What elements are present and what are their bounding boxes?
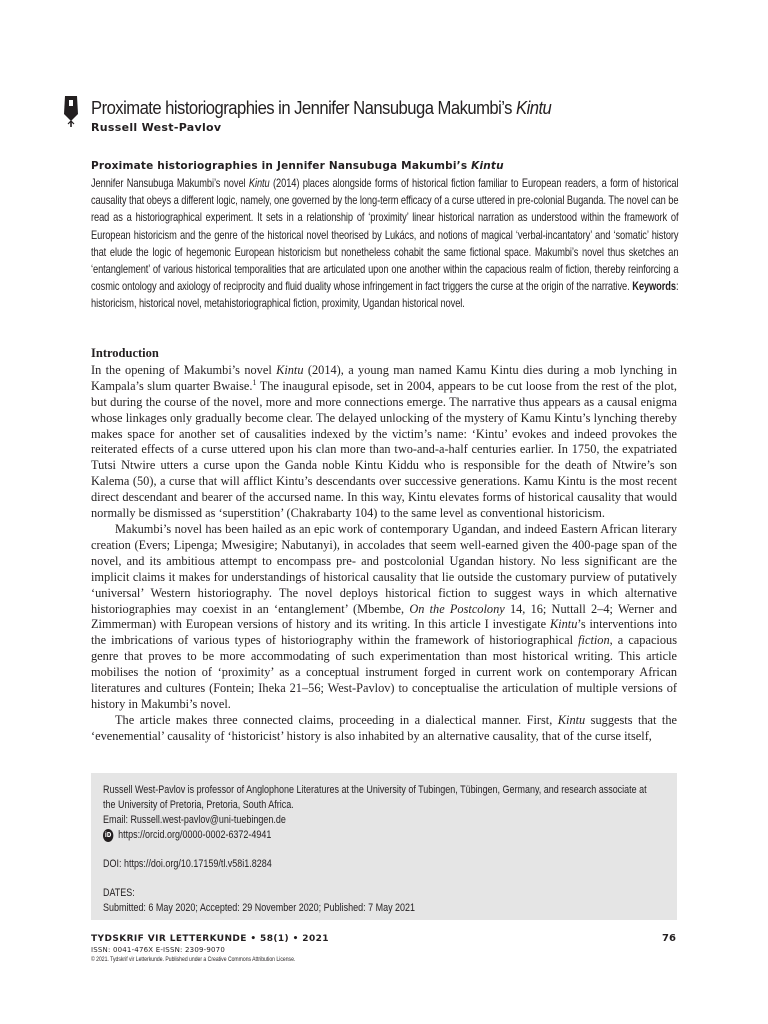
- page-number: 76: [662, 933, 676, 944]
- footer-journal-name: TYDSKRIF VIR LETTERKUNDE • 58(1) • 2021: [91, 934, 329, 944]
- publication-dates: Submitted: 6 May 2020; Accepted: 29 November 2020; Published: 7 May 2021: [103, 902, 416, 914]
- doi-link[interactable]: DOI: https://doi.org/10.17159/tl.v58i1.8284: [103, 858, 272, 870]
- author-name: Russell West-Pavlov: [91, 121, 222, 134]
- body-paragraph-2: Makumbi’s novel has been hailed as an epic work of contemporary Ugandan, and indeed Eastern African literary creation (Evers; Lipenga; Mwesigire; Nabutanyi), in accolades that seem well-earned given the 400-page span of the novel, and its ambitious attempt to encompass pre- and postcolonial Ugandan history. No less significant are the implicit claims it makes for understandings of historical causality that lie outside the customary purview of putatively ‘universal’ Western historiography. The novel deploys historical fiction to suggest ways in which alternative historiographies may coexist in an ‘entanglement’ (Mbembe, On the Postcolony 14, 16; Nuttall 2–4; Werner and Zimmerman) with European versions of history and its writing. In this article I investigate Kintu’s interventions into the imbrications of various types of historiography within the framework of historiographical fiction, a capacious genre that proves to be more accommodating of such experimentation than most historical writing. This article mobilises the notion of ‘proximity’ as a conceptual instrument forged in current work on contemporary African literatures and cultures (Fontein; Iheka 21–56; West-Pavlov) to conceptualise the articulation of multiple versions of history in Makumbi’s novel.: [91, 521, 678, 711]
- orcid-icon: iD: [103, 829, 113, 842]
- dates-label: DATES:: [103, 887, 135, 899]
- footer-license: © 2021. Tydskrif vir Letterkunde. Published under a Creative Commons Attribution License.: [91, 956, 296, 963]
- article-body: [91, 346, 677, 745]
- journal-logo-icon: [60, 94, 82, 128]
- body-paragraph-1: In the opening of Makumbi’s novel Kintu (2014), a young man named Kamu Kintu dies during a mob lynching in Kampala’s slum quarter Bwaise.$^1$ The inaugural episode, set in 2004, appears to be cut loose from the rest of the plot, but during the course of the novel, more and more connections emerge. The narrative thus appears as a causal enigma whose linkages only gradually become clear. The delayed unlocking of the mystery of Kamu Kintu’s lynching thereby makes space for another set of causalities indexed by the victim’s name: ‘Kintu’ evokes and indeed provokes the reiterated effects of a curse uttered upon his clan more than two-and-a-half centuries earlier. In 1750, the expatriated Tutsi Ntwire utters a curse upon the Ganda noble Kintu Kiddu who is responsible for the death of Ntwire’s son Kalema (50), a curse that will afflict Kintu’s descendants over successive generations. Kamu Kintu is the most recent direct descendant and bearer of the accursed name. In this way, Kintu elevates forms of historical causality that would normally be dismissed as ‘superstition’ (Chakrabarty 104) to the same level as conventional historicism.: [91, 362, 677, 521]
- author-bio: Russell West-Pavlov is professor of Anglophone Literatures at the University of Tubingen, Tübingen, Germany, and research associate at the University of Pretoria, Pretoria, South Africa.: [103, 784, 647, 811]
- abstract-body: Jennifer Nansubuga Makumbi’s novel Kintu (2014) places alongside forms of historical fiction familiar to European readers, a form of historical causality that obeys a different logic, namely, one governed by the long-term efficacy of a curse uttered in pre-colonial Buganda. The novel can be read as a historiographical experiment. It sets in a relationship of ‘proximity’ linear historical narration as understood within the framework of European historicism and the genre of the historical novel theorised by Lukács, and notions of magical ‘verbal-incantatory’ and ‘somatic’ history that elude the logic of hegemonic European historicism but nonetheless cohabit the same fictional space. Makumbi’s novel thus sketches an ‘entanglement’ of various historical temporalities that are articulated upon one another within the capacious realm of fiction, thereby reinforcing a cosmic ontology and axiology of reciprocity and fluid duality whose infringement in fact triggers the curse at the origin of the narrative. Keywords: historicism, historical novel, metahistoriographical fiction, proximity, Ugandan historical novel.: [91, 176, 679, 311]
- section-heading-introduction: Introduction: [91, 346, 159, 360]
- keywords-label: Keywords: [632, 279, 676, 294]
- author-info-box: [91, 773, 677, 920]
- orcid-link[interactable]: https://orcid.org/0000-0002-6372-4941: [118, 829, 272, 841]
- abstract-section: [91, 160, 731, 313]
- body-paragraph-3: The article makes three connected claims, proceeding in a dialectical manner. First, Kintu suggests that the ‘evenemential’ causality of ‘historicist’ history is also inhabited by an alternative causality, that of the curse itself,: [91, 712, 678, 743]
- keywords-list: : historicism, historical novel, metahistoriographical fiction, proximity, Ugandan historical novel.: [91, 279, 679, 311]
- article-title: Proximate historiographies in Jennifer Nansubuga Makumbi’s Kintu: [91, 97, 552, 118]
- footer-issn: ISSN: 0041-476X E-ISSN: 2309-9070: [91, 946, 225, 954]
- author-email[interactable]: Email: Russell.west-pavlov@uni-tuebingen.de: [103, 814, 286, 826]
- abstract-title: Proximate historiographies in Jennifer Nansubuga Makumbi’s Kintu: [91, 160, 504, 172]
- footnote-marker[interactable]: 1: [252, 377, 257, 387]
